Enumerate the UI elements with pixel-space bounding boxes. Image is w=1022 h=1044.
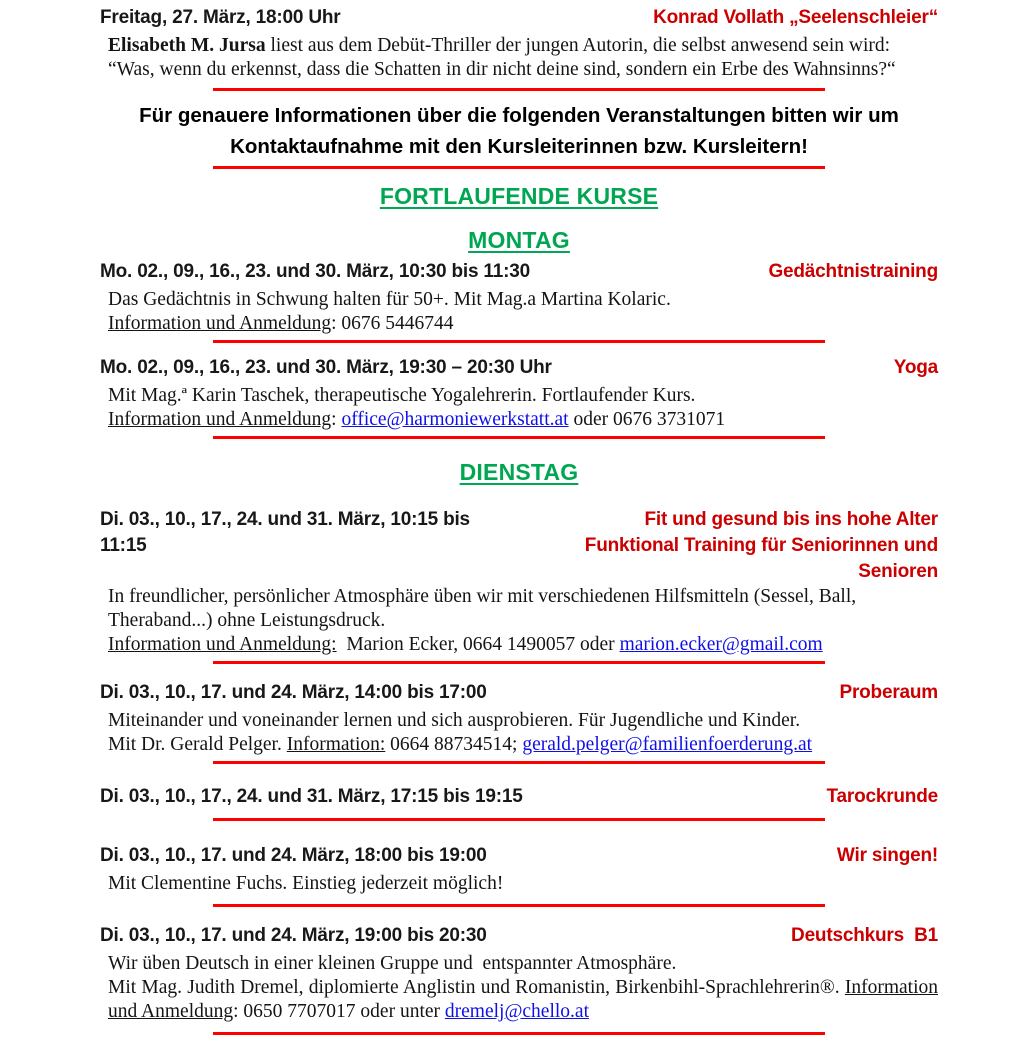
event-course-title: Wir singen! [836,845,938,866]
contact-notice [100,100,938,169]
course-title-line-1: Fit und gesund bis ins hohe Alter [644,509,938,530]
contact-separator: : [331,409,342,430]
event-description: Miteinander und voneinander lernen und sich ausprobieren. Für Jugendliche und Kinder. [108,710,801,731]
contact-label: Information und Anmeldung [108,313,332,334]
event-yoga [100,355,938,439]
event-gedaechtnistraining [100,259,938,343]
event-description: In freundlicher, persönlicher Atmosphäre üben wir mit verschiedenen Hilfsmitteln (Sessel, Ball, Theraband...) ohne Leistungsdruck. [108,586,861,631]
contact-separator: 0664 88734514; [385,734,523,755]
event-contact-line [108,408,938,432]
event-course-title: Gedächtnistraining [768,261,938,282]
email-link[interactable]: dremelj@chello.at [444,1001,589,1022]
event-description [108,34,938,82]
email-link[interactable]: gerald.pelger@familienfoerderung.at [522,734,813,755]
heading-montag: MONTAG [468,227,570,253]
red-divider [213,166,825,169]
event-description: Wir üben Deutsch in einer kleinen Gruppe und entspannter Atmosphäre. [108,953,677,974]
event-tarockrunde [100,784,938,821]
description-text: liest aus dem Debüt-Thriller der jungen Autorin, die selbst anwesend sein wird: “Was, wenn du erkennst, dass die Schatten in dir nicht deine sind, sondern ein Erbe des Wahnsinns?“ [108,35,896,80]
notice-line-2: Kontaktaufnahme mit den Kursleiterinnen bzw. Kursleitern! [230,135,808,158]
red-divider [213,1032,825,1035]
event-course-title: Deutschkurs B1 [791,925,938,946]
event-date: Di. 03., 10., 17. und 24. März, 19:00 bis 20:30 [100,925,487,946]
event-contact-line [108,733,938,757]
contact-pre: Mit Dr. Gerald Pelger. [108,734,287,755]
heading-dienstag: DIENSTAG [459,459,579,485]
event-fit-und-gesund [100,507,944,664]
event-description: Mit Clementine Fuchs. Einstieg jederzeit möglich! [108,873,504,894]
contact-rest: : 0676 5446744 [331,313,454,334]
event-date: Di. 03., 10., 17. und 24. März, 14:00 bis 17:00 [100,682,487,703]
event-wir-singen [100,843,938,907]
contact-rest: oder 0676 3731071 [568,409,726,430]
red-divider [213,818,825,821]
red-divider [213,761,825,764]
contact-label: Information und Anmeldung [108,409,332,430]
event-course-title: Yoga [893,357,938,378]
contact-pre: Mit Mag. Judith Dremel, diplomierte Anglistin und Romanistin, Birkenbihl-Sprachlehrerin®. [108,977,845,998]
event-date: Freitag, 27. März, 18:00 Uhr [100,7,341,28]
event-date: Di. 03., 10., 17. und 24. März, 18:00 bis 19:00 [100,845,487,866]
contact-separator: Marion Ecker, 0664 1490057 oder [336,634,620,655]
notice-line-1: Für genauere Informationen über die folgenden Veranstaltungen bitten wir um [139,104,899,127]
event-lesung [100,5,938,91]
author-name: Elisabeth M. Jursa [108,35,266,56]
contact-label: Information und Anmeldung [108,977,938,1022]
red-divider [213,904,825,907]
event-date: Mo. 02., 09., 16., 23. und 30. März, 19:30 – 20:30 Uhr [100,357,552,378]
event-course-title: Konrad Vollath „Seelenschleier“ [653,7,938,28]
event-description: Mit Mag.ª Karin Taschek, therapeutische Yogalehrerin. Fortlaufender Kurs. [108,385,696,406]
red-divider [213,661,825,664]
event-date: Di. 03., 10., 17., 24. und 31. März, 17:15 bis 19:15 [100,786,523,807]
red-divider [213,340,825,343]
event-contact-line [108,976,938,1024]
event-proberaum [100,680,938,764]
event-date: Mo. 02., 09., 16., 23. und 30. März, 10:30 bis 11:30 [100,261,530,282]
contact-label: Information und Anmeldung: [108,634,337,655]
red-divider [213,436,825,439]
email-link[interactable]: marion.ecker@gmail.com [619,634,823,655]
event-course-title: Proberaum [839,682,938,703]
contact-label: Information: [286,734,386,755]
event-description: Das Gedächtnis in Schwung halten für 50+. Mit Mag.a Martina Kolaric. [108,289,671,310]
event-contact-line [108,633,938,657]
course-title-line-2: Funktional Training für Seniorinnen und Senioren [584,535,944,582]
event-course-title: Tarockrunde [826,786,938,807]
red-divider [213,88,825,91]
email-link[interactable]: office@harmoniewerkstatt.at [341,409,569,430]
contact-separator: : 0650 7707017 oder unter [233,1001,445,1022]
event-course-title [518,507,944,585]
event-date: Di. 03., 10., 17., 24. und 31. März, 10:15 bis 11:15 [100,509,476,556]
event-contact-line [108,312,938,336]
event-deutschkurs [100,923,938,1035]
heading-fortlaufende-kurse: FORTLAUFENDE KURSE [379,183,659,209]
